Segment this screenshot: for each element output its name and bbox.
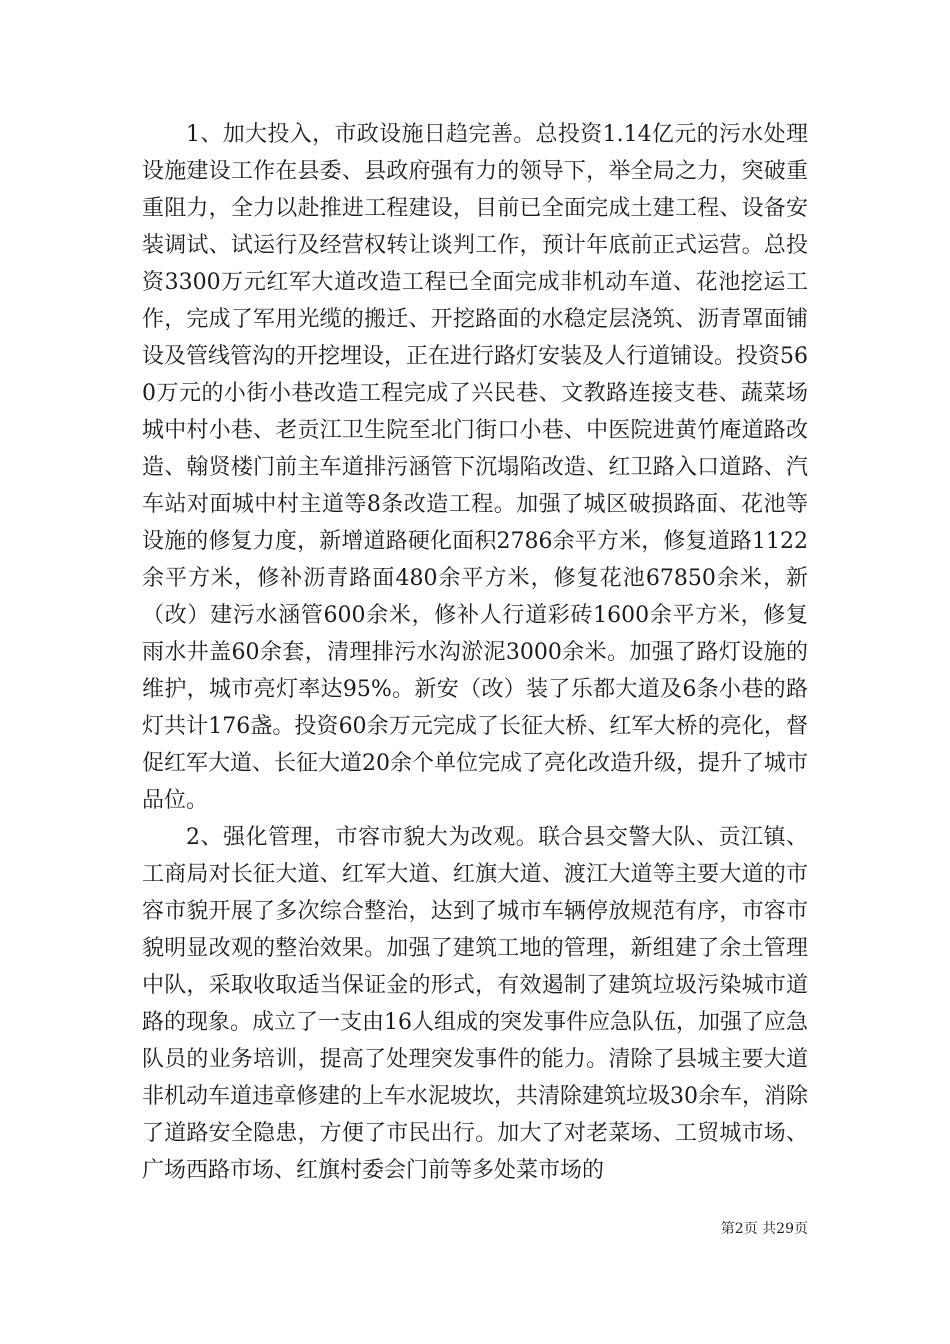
- footer-prefix: 第: [720, 1221, 735, 1237]
- document-body: [142, 116, 808, 1189]
- footer-suffix: 页: [794, 1221, 808, 1237]
- paragraph-city-appearance: 2、强化管理，市容市貌大为改观。联合县交警大队、贡江镇、工商局对长征大道、红军大道、红旗大道、渡江大道等主要大道的市容市貌开展了多次综合整治，达到了城市车辆停放规范有序，市容市貌明显改观的整治效果。加强了建筑工地的管理，新组建了余土管理中队，采取收取适当保证金的形式，有效遏制了建筑垃圾污染城市道路的现象。成立了一支由16人组成的突发事件应急队伍，加强了应急队员的业务培训，提高了处理突发事件的能力。清除了县城主要大道非机动车道违章修建的上车水泥坡坎，共清除建筑垃圾30余车，消除了道路安全隐患，方便了市民出行。加大了对老菜场、工贸城市场、广场西路市场、红旗村委会门前等多处菜市场的: [142, 825, 808, 1183]
- page-footer: [721, 1218, 808, 1238]
- footer-middle: 页 共: [743, 1221, 777, 1237]
- paragraph-municipal-facilities: 1、加大投入，市政设施日趋完善。总投资1.14亿元的污水处理设施建设工作在县委、县政府强有力的领导下，举全局之力，突破重重阻力，全力以赴推进工程建设，目前已全面完成土建工程、设备安装调试、试运行及经营权转让谈判工作，预计年底前正式运营。总投资3300万元红军大道改造工程已全面完成非机动车道、花池挖运工作，完成了军用光缆的搬迁、开挖路面的水稳定层浇筑、沥青罩面铺设及管线管沟的开挖埋设，正在进行路灯安装及人行道铺设。投资560万元的小街小巷改造工程完成了兴民巷、文教路连接支巷、蔬菜场城中村小巷、老贡江卫生院至北门街口小巷、中医院进黄竹庵道路改造、翰贤楼门前主车道排污涵管下沉塌陷改造、红卫路入口道路、汽车站对面城中村主道等8条改造工程。加强了城区破损路面、花池等设施的修复力度，新增道路硬化面积2786余平方米，修复道路1122余平方米，修补沥青路面480余平方米，修复花池67850余米，新（改）建污水涵管600余米，修补人行道彩砖1600余平方米，修复雨水井盖60余套，清理排污水沟淤泥3000余米。加强了路灯设施的维护，城市亮灯率达95%。新安（改）装了乐都大道及6条小巷的路灯共计176盏。投资60余万元完成了长征大桥、红军大桥的亮化，督促红军大道、长征大道20余个单位完成了亮化改造升级，提升了城市品位。: [142, 122, 808, 813]
- footer-current-page: 2: [734, 1221, 744, 1237]
- footer-total-pages: 29: [776, 1221, 794, 1237]
